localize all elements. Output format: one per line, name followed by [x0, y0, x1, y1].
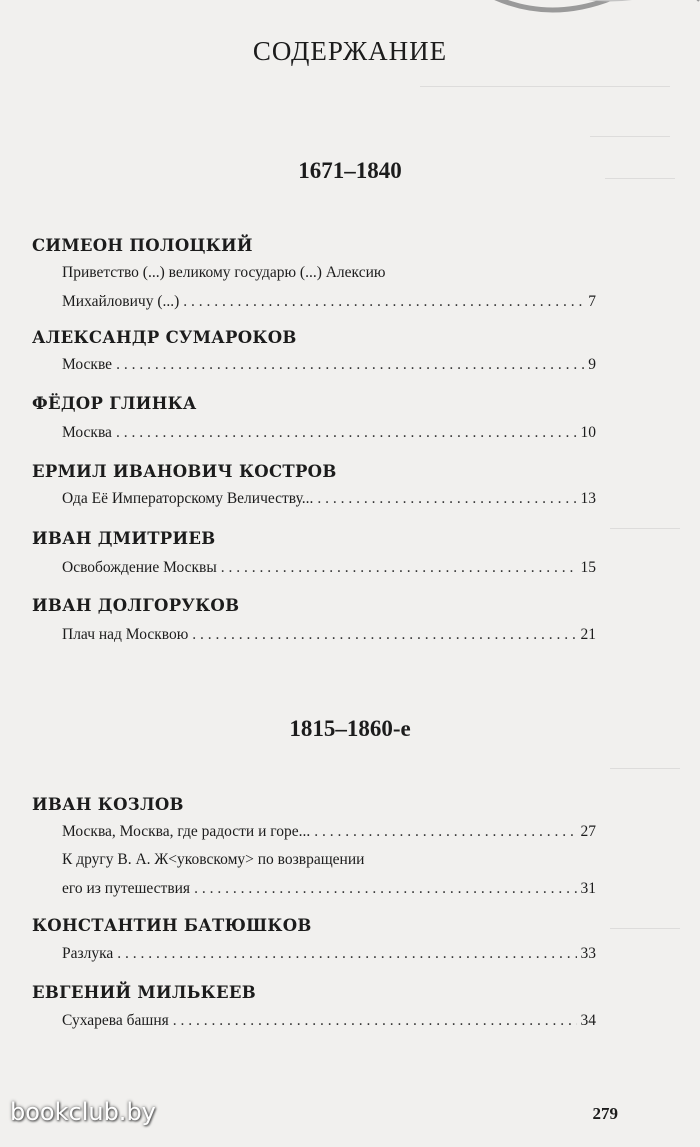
author-name: КОНСТАНТИН БАТЮШКОВ — [32, 916, 312, 935]
entry-title-line1: Приветство (...) великому государю (...) Алексию — [62, 264, 386, 281]
leader-dots — [192, 620, 576, 649]
leader-dots — [116, 418, 577, 447]
page-ref: 15 — [580, 559, 596, 576]
author-name: ФЁДОР ГЛИНКА — [32, 394, 197, 413]
toc-entry[interactable] — [62, 620, 596, 649]
author-name: ЕВГЕНИЙ МИЛЬКЕЕВ — [32, 983, 256, 1002]
entry-title: Ода Её Императорскому Величеству... — [62, 490, 314, 507]
entry-title: Москве — [62, 356, 113, 373]
entry-title: Москва, Москва, где радости и горе... — [62, 823, 311, 840]
entry-title-line1: К другу В. А. Ж<уковскому> по возвращении — [62, 851, 365, 868]
bleed-through — [610, 760, 680, 769]
page-ref: 27 — [580, 823, 596, 840]
section-period-heading: 1671–1840 — [298, 158, 402, 183]
page-ref: 13 — [580, 490, 596, 507]
leader-dots — [194, 874, 576, 903]
author-name: ЕРМИЛ ИВАНОВИЧ КОСТРОВ — [32, 462, 337, 481]
decorative-swirl — [470, 0, 700, 20]
toc-entry[interactable] — [62, 258, 596, 316]
page-ref: 21 — [580, 626, 596, 643]
entry-title: его из путешествия — [62, 880, 191, 897]
toc-entry[interactable] — [62, 845, 596, 903]
toc-entry[interactable] — [62, 418, 596, 447]
page-ref: 10 — [580, 424, 596, 441]
page-ref: 33 — [580, 945, 596, 962]
page-ref: 31 — [580, 880, 596, 897]
author-name: АЛЕКСАНДР СУМАРОКОВ — [32, 328, 297, 347]
entry-title: Освобождение Москвы — [62, 559, 217, 576]
leader-dots — [173, 1006, 577, 1035]
leader-dots — [314, 817, 576, 846]
leader-dots — [183, 287, 584, 316]
leader-dots — [117, 939, 576, 968]
section-period-heading: 1815–1860-е — [289, 716, 411, 741]
author-name: ИВАН КОЗЛОВ — [32, 795, 184, 814]
bleed-through — [420, 78, 670, 87]
page-ref: 7 — [588, 293, 596, 310]
watermark: bookclub.by — [10, 1098, 156, 1126]
leader-dots — [221, 553, 577, 582]
entry-title: Сухарева башня — [62, 1012, 169, 1029]
page-ref: 9 — [588, 356, 596, 373]
entry-title: Москва — [62, 424, 112, 441]
bleed-through — [610, 920, 680, 929]
leader-dots — [116, 350, 584, 379]
toc-entry[interactable] — [62, 817, 596, 846]
toc-entry[interactable] — [62, 1006, 596, 1035]
entry-title: Разлука — [62, 945, 114, 962]
author-name: СИМЕОН ПОЛОЦКИЙ — [32, 236, 253, 255]
page-ref: 34 — [580, 1012, 596, 1029]
bleed-through — [590, 128, 670, 137]
author-name: ИВАН ДМИТРИЕВ — [32, 529, 216, 548]
toc-entry[interactable] — [62, 939, 596, 968]
entry-title: Плач над Москвою — [62, 626, 189, 643]
toc-entry[interactable] — [62, 553, 596, 582]
page-number: 279 — [592, 1104, 618, 1123]
leader-dots — [317, 484, 576, 513]
toc-entry[interactable] — [62, 350, 596, 379]
page-title: СОДЕРЖАНИЕ — [252, 36, 448, 66]
toc-entry[interactable] — [62, 484, 596, 513]
entry-title: Михайловичу (...) — [62, 293, 180, 310]
author-name: ИВАН ДОЛГОРУКОВ — [32, 596, 240, 615]
bleed-through — [610, 520, 680, 529]
